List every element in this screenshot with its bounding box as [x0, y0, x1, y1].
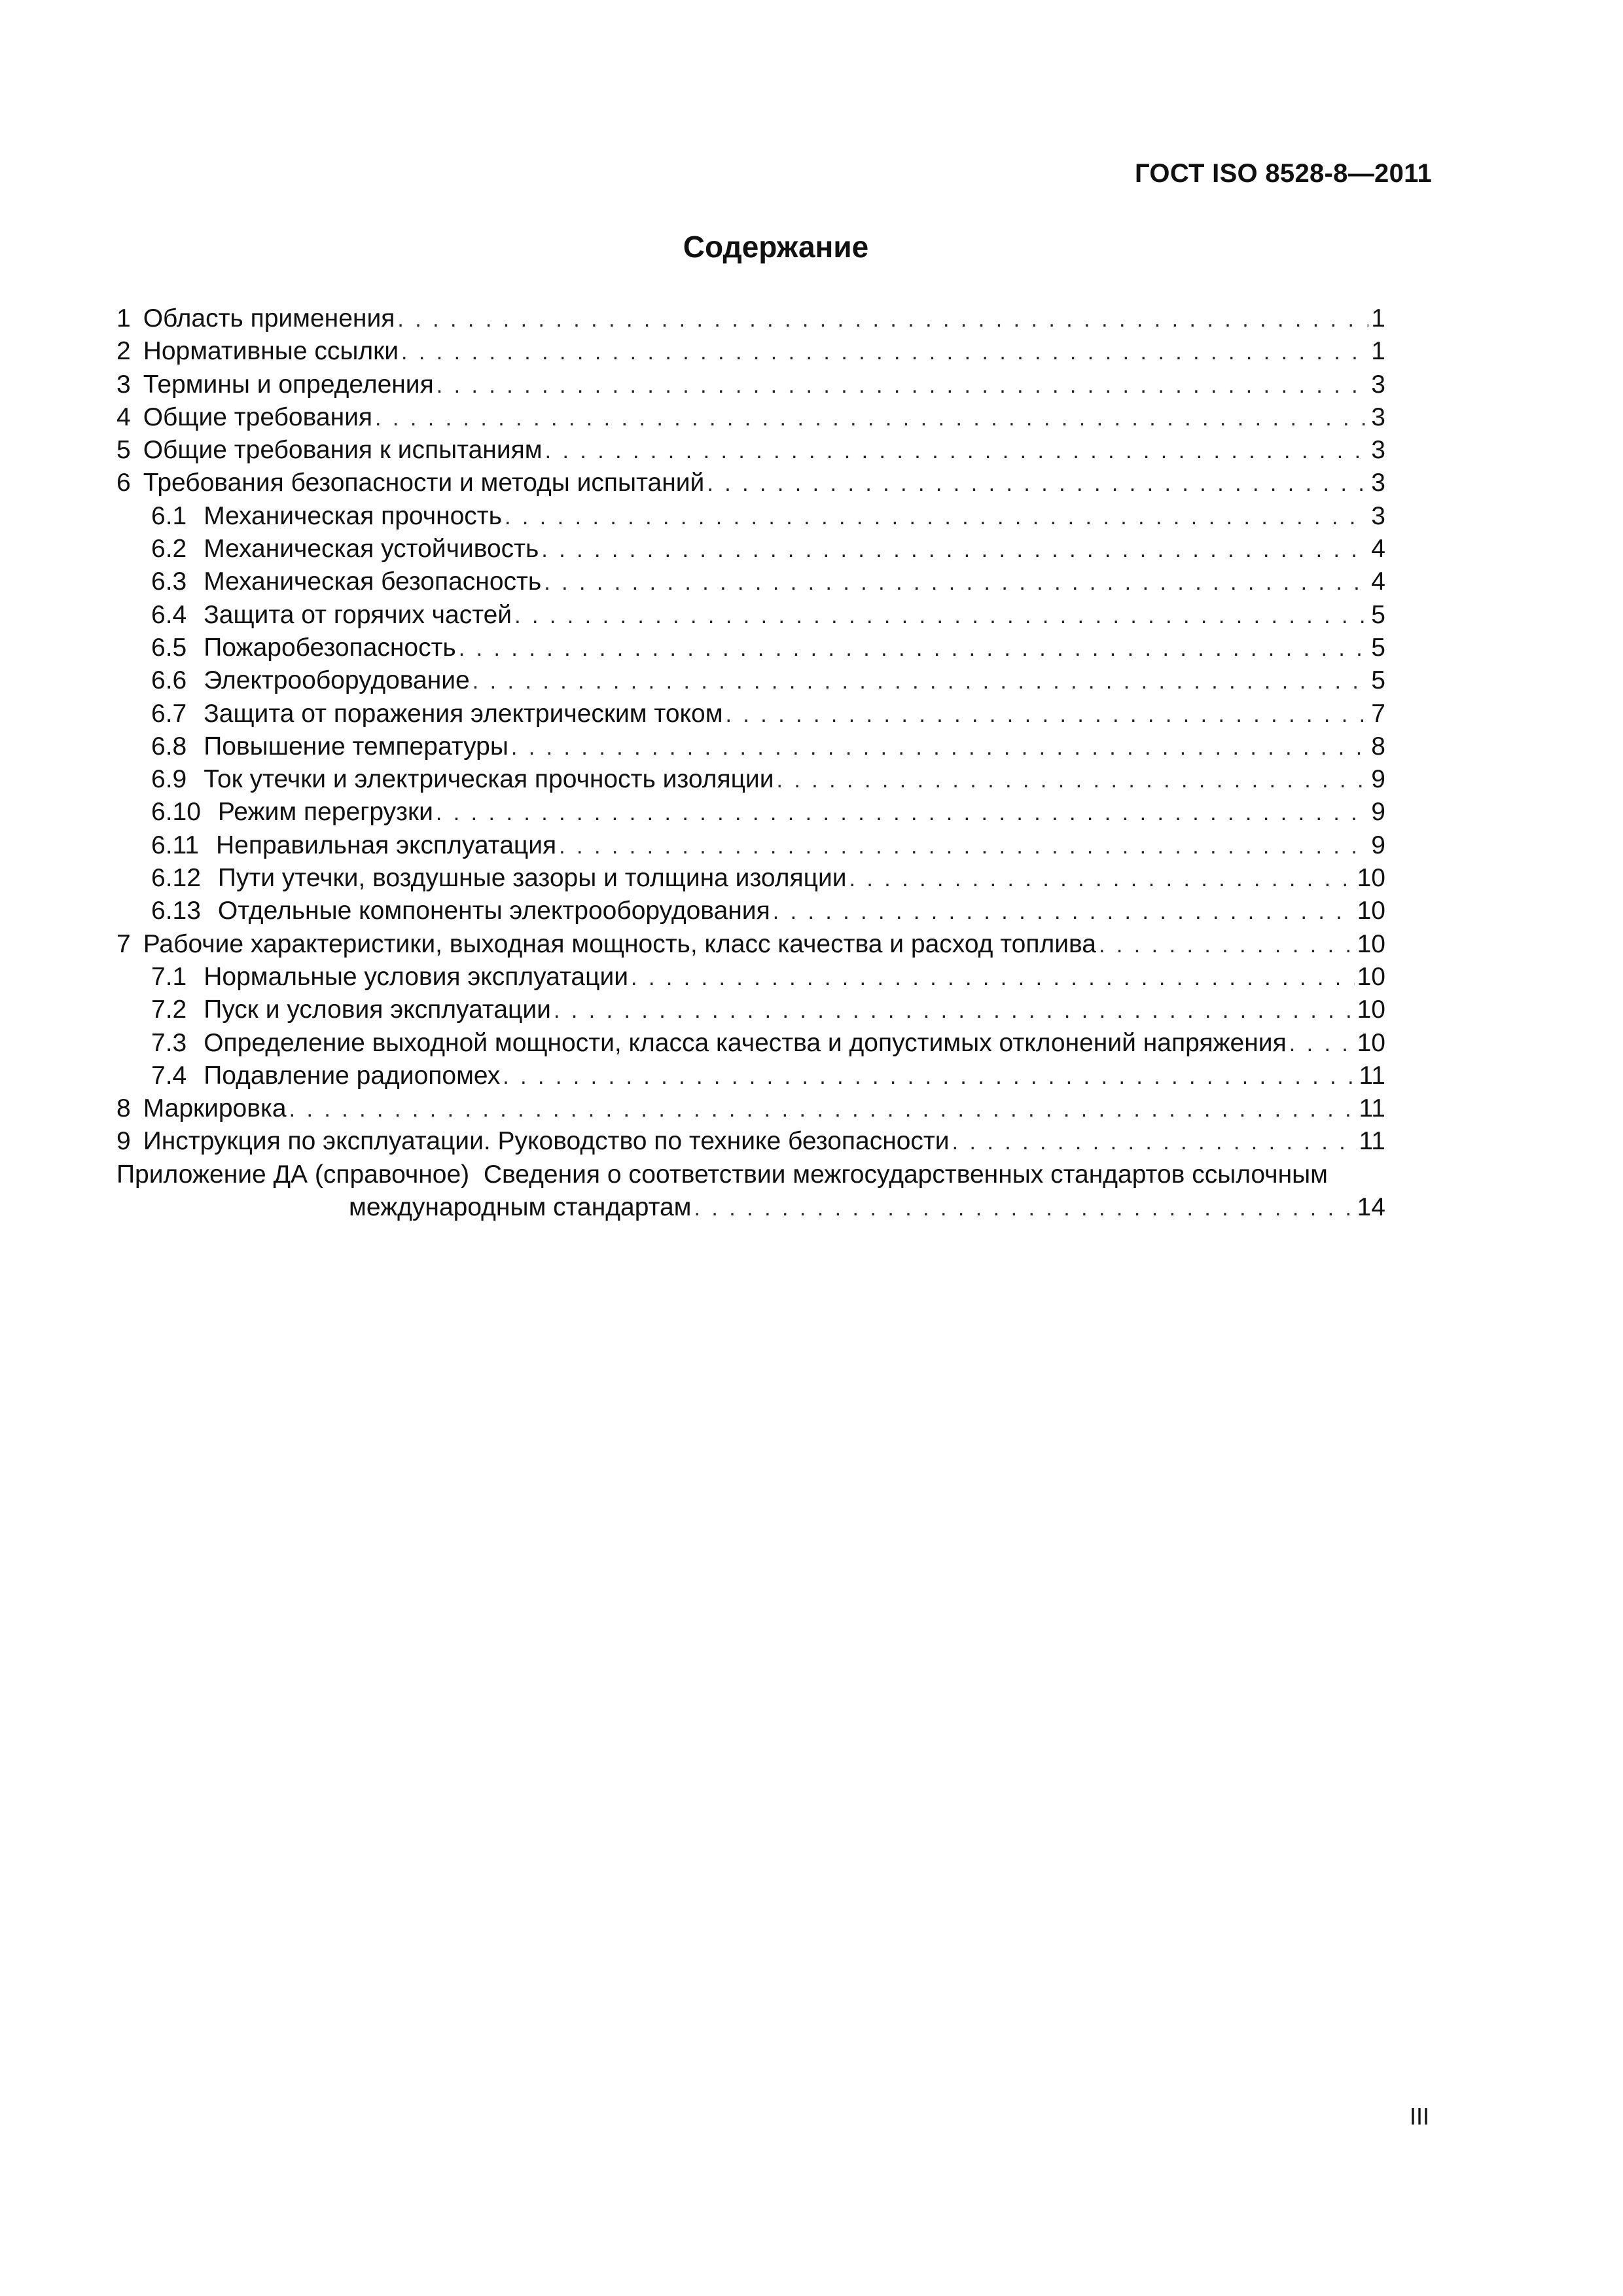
toc-entry-label: Ток утечки и электрическая прочность изоляции [204, 765, 774, 794]
toc-entry-label: Определение выходной мощности, класса качества и допустимых отклонений напряжения [204, 1028, 1287, 1057]
toc-entry-number: 6.2 [151, 535, 187, 564]
toc-entry-label: Общие требования [143, 403, 373, 431]
dot-leader [544, 566, 1368, 598]
toc-entry-page: 1 [1371, 337, 1385, 366]
toc-entry-label: Общие требования к испытаниям [143, 436, 543, 465]
toc-entry[interactable] [116, 632, 1385, 664]
toc-entry-number: 7.2 [151, 996, 187, 1024]
toc-entry[interactable] [116, 1092, 1385, 1125]
toc-entry-label: Подавление радиопомех [204, 1061, 501, 1090]
toc-entry-label: Электрооборудование [204, 666, 470, 695]
appendix-title-line2: международным стандартам [349, 1193, 692, 1222]
toc-entry-label: Нормативные ссылки [143, 337, 399, 366]
toc-entry-number: 6.4 [151, 600, 187, 629]
dot-leader [511, 731, 1368, 763]
toc-entry[interactable] [116, 368, 1385, 401]
dot-leader [707, 467, 1368, 499]
dot-leader [505, 501, 1368, 533]
toc-entry[interactable] [116, 401, 1385, 434]
dot-leader [849, 863, 1355, 895]
dot-leader [559, 830, 1368, 862]
toc-entry[interactable] [116, 1027, 1385, 1060]
toc-entry-label: Механическая безопасность [204, 567, 542, 596]
toc-entry-label: Повышение температуры [204, 732, 508, 761]
toc-entry[interactable] [116, 895, 1385, 927]
toc-entry-label: Отдельные компоненты электрооборудования [217, 897, 770, 925]
dot-leader [514, 600, 1368, 632]
toc-entry-page: 3 [1371, 501, 1385, 530]
page-title: Содержание [683, 230, 869, 264]
toc-appendix[interactable] [116, 1158, 1385, 1225]
toc-entry-number: 7.3 [151, 1028, 187, 1057]
toc-entry[interactable] [116, 1060, 1385, 1092]
toc-entry[interactable] [116, 730, 1385, 763]
toc-entry-label: Рабочие характеристики, выходная мощность, класс качества и расход топлива [143, 929, 1096, 958]
page-number: III [1409, 2103, 1429, 2130]
toc-entry-page: 3 [1371, 436, 1385, 465]
toc-entry-label: Пуск и условия эксплуатации [204, 996, 551, 1024]
toc-entry[interactable] [116, 434, 1385, 467]
toc-entry-number: 6.6 [151, 666, 187, 695]
toc-entry-number: 1 [116, 304, 131, 332]
toc-entry-page: 5 [1371, 633, 1385, 662]
toc-entry-number: 6.8 [151, 732, 187, 761]
toc-entry-page: 5 [1371, 600, 1385, 629]
toc-entry-label: Пути утечки, воздушные зазоры и толщина изоляции [217, 864, 847, 893]
toc-entry-label: Защита от горячих частей [204, 600, 512, 629]
toc-entry-label: Термины и определения [143, 370, 434, 399]
toc-entry-label: Режим перегрузки [217, 798, 433, 827]
toc-entry-page: 4 [1371, 535, 1385, 564]
toc-entry-number: 5 [116, 436, 131, 465]
toc-entry-number: 6.13 [151, 897, 201, 925]
toc-entry[interactable] [116, 500, 1385, 533]
toc-entry-number: 6.11 [151, 831, 200, 859]
dot-leader [541, 533, 1368, 565]
dot-leader [1289, 1028, 1355, 1060]
dot-leader [459, 632, 1369, 664]
toc-entry-number: 9 [116, 1127, 131, 1156]
toc-entry-number: 7.1 [151, 962, 187, 991]
toc-entry-page: 3 [1371, 469, 1385, 497]
dot-leader [545, 435, 1369, 467]
toc-entry[interactable] [116, 467, 1385, 499]
dot-leader [952, 1126, 1357, 1158]
appendix-page: 14 [1357, 1193, 1385, 1222]
toc-entry-page: 10 [1357, 929, 1385, 958]
dot-leader [503, 1060, 1356, 1092]
toc-entry-page: 9 [1371, 765, 1385, 794]
toc-entry-label: Маркировка [143, 1094, 287, 1123]
dot-leader [289, 1093, 1357, 1125]
toc-entry-number: 8 [116, 1094, 131, 1123]
dot-leader [436, 797, 1368, 829]
toc-entry-number: 6.3 [151, 567, 187, 596]
appendix-prefix: Приложение ДА (справочное) [116, 1160, 470, 1189]
toc-entry-number: 6.10 [151, 798, 201, 827]
toc-entry-page: 4 [1371, 567, 1385, 596]
toc-entry-label: Нормальные условия эксплуатации [204, 962, 629, 991]
toc-entry[interactable] [116, 302, 1385, 335]
appendix-title-line1: Сведения о соответствии межгосударственных стандартов ссылочным [483, 1160, 1328, 1189]
toc-entry-page: 3 [1371, 403, 1385, 431]
dot-leader [773, 895, 1355, 927]
toc-entry-label: Инструкция по эксплуатации. Руководство по технике безопасности [143, 1127, 950, 1156]
toc-entry-number: 6.12 [151, 864, 201, 893]
toc-entry[interactable] [116, 599, 1385, 632]
dot-leader [631, 961, 1355, 994]
dot-leader [473, 665, 1369, 697]
toc-entry-number: 2 [116, 337, 131, 366]
toc-entry-label: Защита от поражения электрическим током [204, 699, 723, 728]
toc-entry-page: 7 [1371, 699, 1385, 728]
toc-entry-number: 4 [116, 403, 131, 431]
dot-leader [397, 303, 1368, 335]
toc-entry[interactable] [116, 796, 1385, 829]
toc-entry-number: 7 [116, 929, 131, 958]
toc-entry-page: 1 [1371, 304, 1385, 332]
table-of-contents [116, 302, 1385, 1224]
toc-entry[interactable] [116, 698, 1385, 730]
toc-entry-number: 7.4 [151, 1061, 187, 1090]
toc-entry-number: 6.5 [151, 633, 187, 662]
toc-entry-number: 6.9 [151, 765, 187, 794]
dot-leader [401, 336, 1368, 368]
toc-entry[interactable] [116, 961, 1385, 994]
toc-entry[interactable] [116, 928, 1385, 961]
toc-entry[interactable] [116, 565, 1385, 598]
toc-entry-number: 6.7 [151, 699, 187, 728]
toc-entry-label: Требования безопасности и методы испытаний [143, 469, 705, 497]
toc-entry-page: 9 [1371, 831, 1385, 859]
toc-entry[interactable] [116, 763, 1385, 796]
toc-entry-page: 11 [1359, 1061, 1385, 1090]
toc-entry[interactable] [116, 994, 1385, 1026]
toc-entry-label: Область применения [143, 304, 395, 332]
toc-entry-page: 10 [1357, 996, 1385, 1024]
toc-entry[interactable] [116, 664, 1385, 697]
toc-entry[interactable] [116, 533, 1385, 565]
toc-entry-number: 3 [116, 370, 131, 399]
toc-entry-number: 6.1 [151, 501, 187, 530]
toc-entry-number: 6 [116, 469, 131, 497]
document-code: ГОСТ ISO 8528-8—2011 [1134, 159, 1432, 188]
toc-entry-label: Неправильная эксплуатация [216, 831, 557, 859]
toc-entry-page: 11 [1359, 1094, 1385, 1123]
toc-entry[interactable] [116, 829, 1385, 862]
toc-entry-label: Механическая устойчивость [204, 535, 539, 564]
toc-entry[interactable] [116, 862, 1385, 895]
toc-entry-page: 11 [1359, 1127, 1385, 1156]
toc-entry-label: Пожаробезопасность [204, 633, 456, 662]
toc-entry-page: 10 [1357, 864, 1385, 893]
dot-leader [1099, 929, 1355, 961]
dot-leader [694, 1192, 1355, 1224]
dot-leader [437, 369, 1369, 401]
toc-entry[interactable] [116, 335, 1385, 368]
toc-entry-page: 9 [1371, 798, 1385, 827]
dot-leader [375, 402, 1368, 434]
dot-leader [776, 764, 1368, 796]
toc-entry-page: 3 [1371, 370, 1385, 399]
toc-entry-page: 10 [1357, 1028, 1385, 1057]
dot-leader [726, 698, 1369, 730]
toc-entry-page: 8 [1371, 732, 1385, 761]
toc-entry-label: Механическая прочность [204, 501, 502, 530]
toc-entry-page: 5 [1371, 666, 1385, 695]
toc-entry-page: 10 [1357, 962, 1385, 991]
dot-leader [554, 994, 1355, 1026]
toc-entry-page: 10 [1357, 897, 1385, 925]
toc-entry[interactable] [116, 1125, 1385, 1158]
